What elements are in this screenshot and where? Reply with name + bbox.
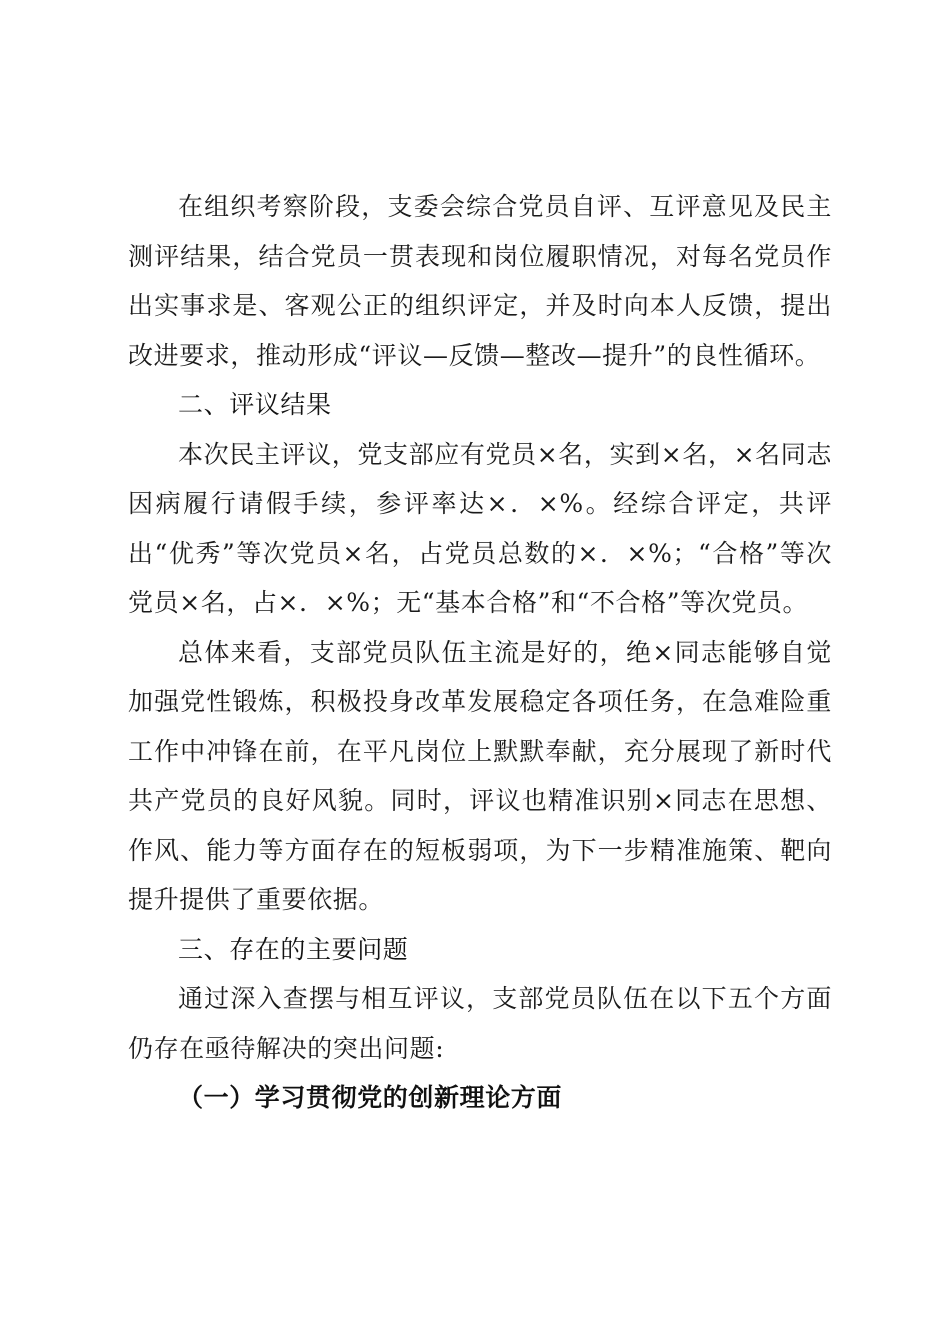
section-heading-main-problems: 三、存在的主要问题 — [178, 934, 409, 964]
document-body — [128, 182, 832, 1123]
paragraph-overall-assessment: 总体来看，支部党员队伍主流是好的，绝×同志能够自觉加强党性锻炼，积极投身改革发展稳定各项任务，在急难险重工作中冲锋在前，在平凡岗位上默默奉献，充分展现了新时代共产党员的良好风貌。同时，评议也精准识别×同志在思想、作风、能力等方面存在的短板弱项，为下一步精准施策、靶向提升提供了重要依据。 — [128, 637, 832, 914]
paragraph-review-statistics: 本次民主评议，党支部应有党员×名，实到×名，×名同志因病履行请假手续，参评率达×．×%。经综合评定，共评出“优秀”等次党员×名，占党员总数的×．×%；“合格”等次党员×名，占×．×%；无“基本合格”和“不合格”等次党员。 — [128, 439, 832, 617]
paragraph-organizational-review: 在组织考察阶段，支委会综合党员自评、互评意见及民主测评结果，结合党员一贯表现和岗位履职情况，对每名党员作出实事求是、客观公正的组织评定，并及时向本人反馈，提出改进要求，推动形成“评议—反馈—整改—提升”的良性循环。 — [128, 192, 832, 370]
section-heading-review-results: 二、评议结果 — [178, 390, 332, 419]
paragraph-problems-intro: 通过深入查摆与相互评议，支部党员队伍在以下五个方面仍存在亟待解决的突出问题: — [128, 984, 832, 1063]
subheading-theory-study: （一）学习贯彻党的创新理论方面 — [178, 1083, 563, 1112]
